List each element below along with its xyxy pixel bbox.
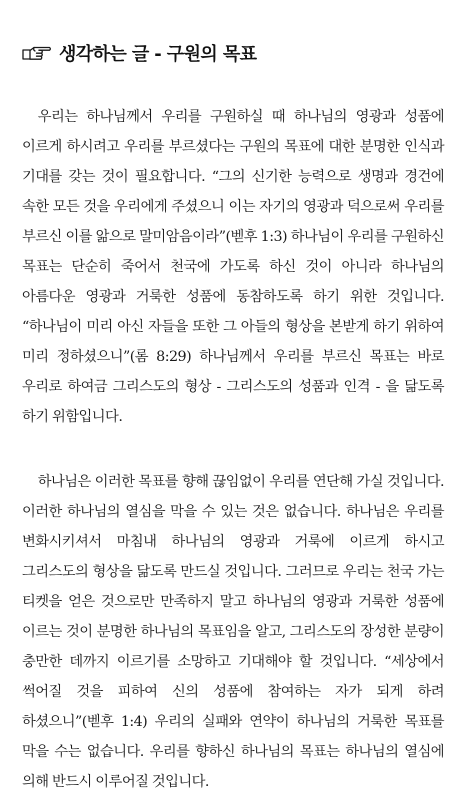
page-title: 생각하는 글 - 구원의 목표	[59, 44, 257, 65]
title-row	[22, 40, 444, 66]
body-paragraph: 하나님은 이러한 목표를 향해 끊임없이 우리를 연단해 가실 것입니다. 이러한 하나님의 열심을 막을 수 있는 것은 없습니다. 하나님은 우리를 변화시키셔서 마침내 하나님의 영광과 거룩에 이르게 하시고 그리스도의 형상을 닮도록 만드실 것입니다. 그러므로 우리는 천국 가는 티켓을 얻은 것으로만 만족하지 말고 하나님의 영광과 거룩한 성품에 이르는 것이 분명한 하나님의 목표임을 알고, 그리스도의 장성한 분량이 충만한 데까지 이르기를 소망하고 기대해야 할 것입니다. “세상에서 썩어질 것을 피하여 신의 성품에 참여하는 자가 되게 하려 하셨으니”(벧후 1:4) 우리의 실패와 연약이 하나님의 거룩한 목표를 막을 수는 없습니다. 우리를 향하신 하나님의 목표는 하나님의 열심에 의해 반드시 이루어질 것입니다.	[22, 474, 444, 790]
pointing-hand-icon	[22, 43, 52, 63]
body-paragraph: 우리는 하나님께서 우리를 구원하실 때 하나님의 영광과 성품에 이르게 하시려고 우리를 부르셨다는 구원의 목표에 대한 분명한 인식과 기대를 갖는 것이 필요합니다. “그의 신기한 능력으로 생명과 경건에 속한 모든 것을 우리에게 주셨으니 이는 자기의 영광과 덕으로써 우리를 부르신 이를 앎으로 말미암음이라”(벧후 1:3) 하나님이 우리를 구원하신 목표는 단순히 죽어서 천국에 가도록 하신 것이 아니라 하나님의 아름다운 영광과 거룩한 성품에 동참하도록 하기 위한 것입니다. “하나님이 미리 아신 자들을 또한 그 아들의 형상을 본받게 하기 위하여 미리 정하셨으니”(롬 8:29) 하나님께서 우리를 부르신 목표는 바로 우리로 하여금 그리스도의 형상 - 그리스도의 성품과 인격 - 을 닮도록 하기 위함입니다.	[22, 109, 444, 425]
